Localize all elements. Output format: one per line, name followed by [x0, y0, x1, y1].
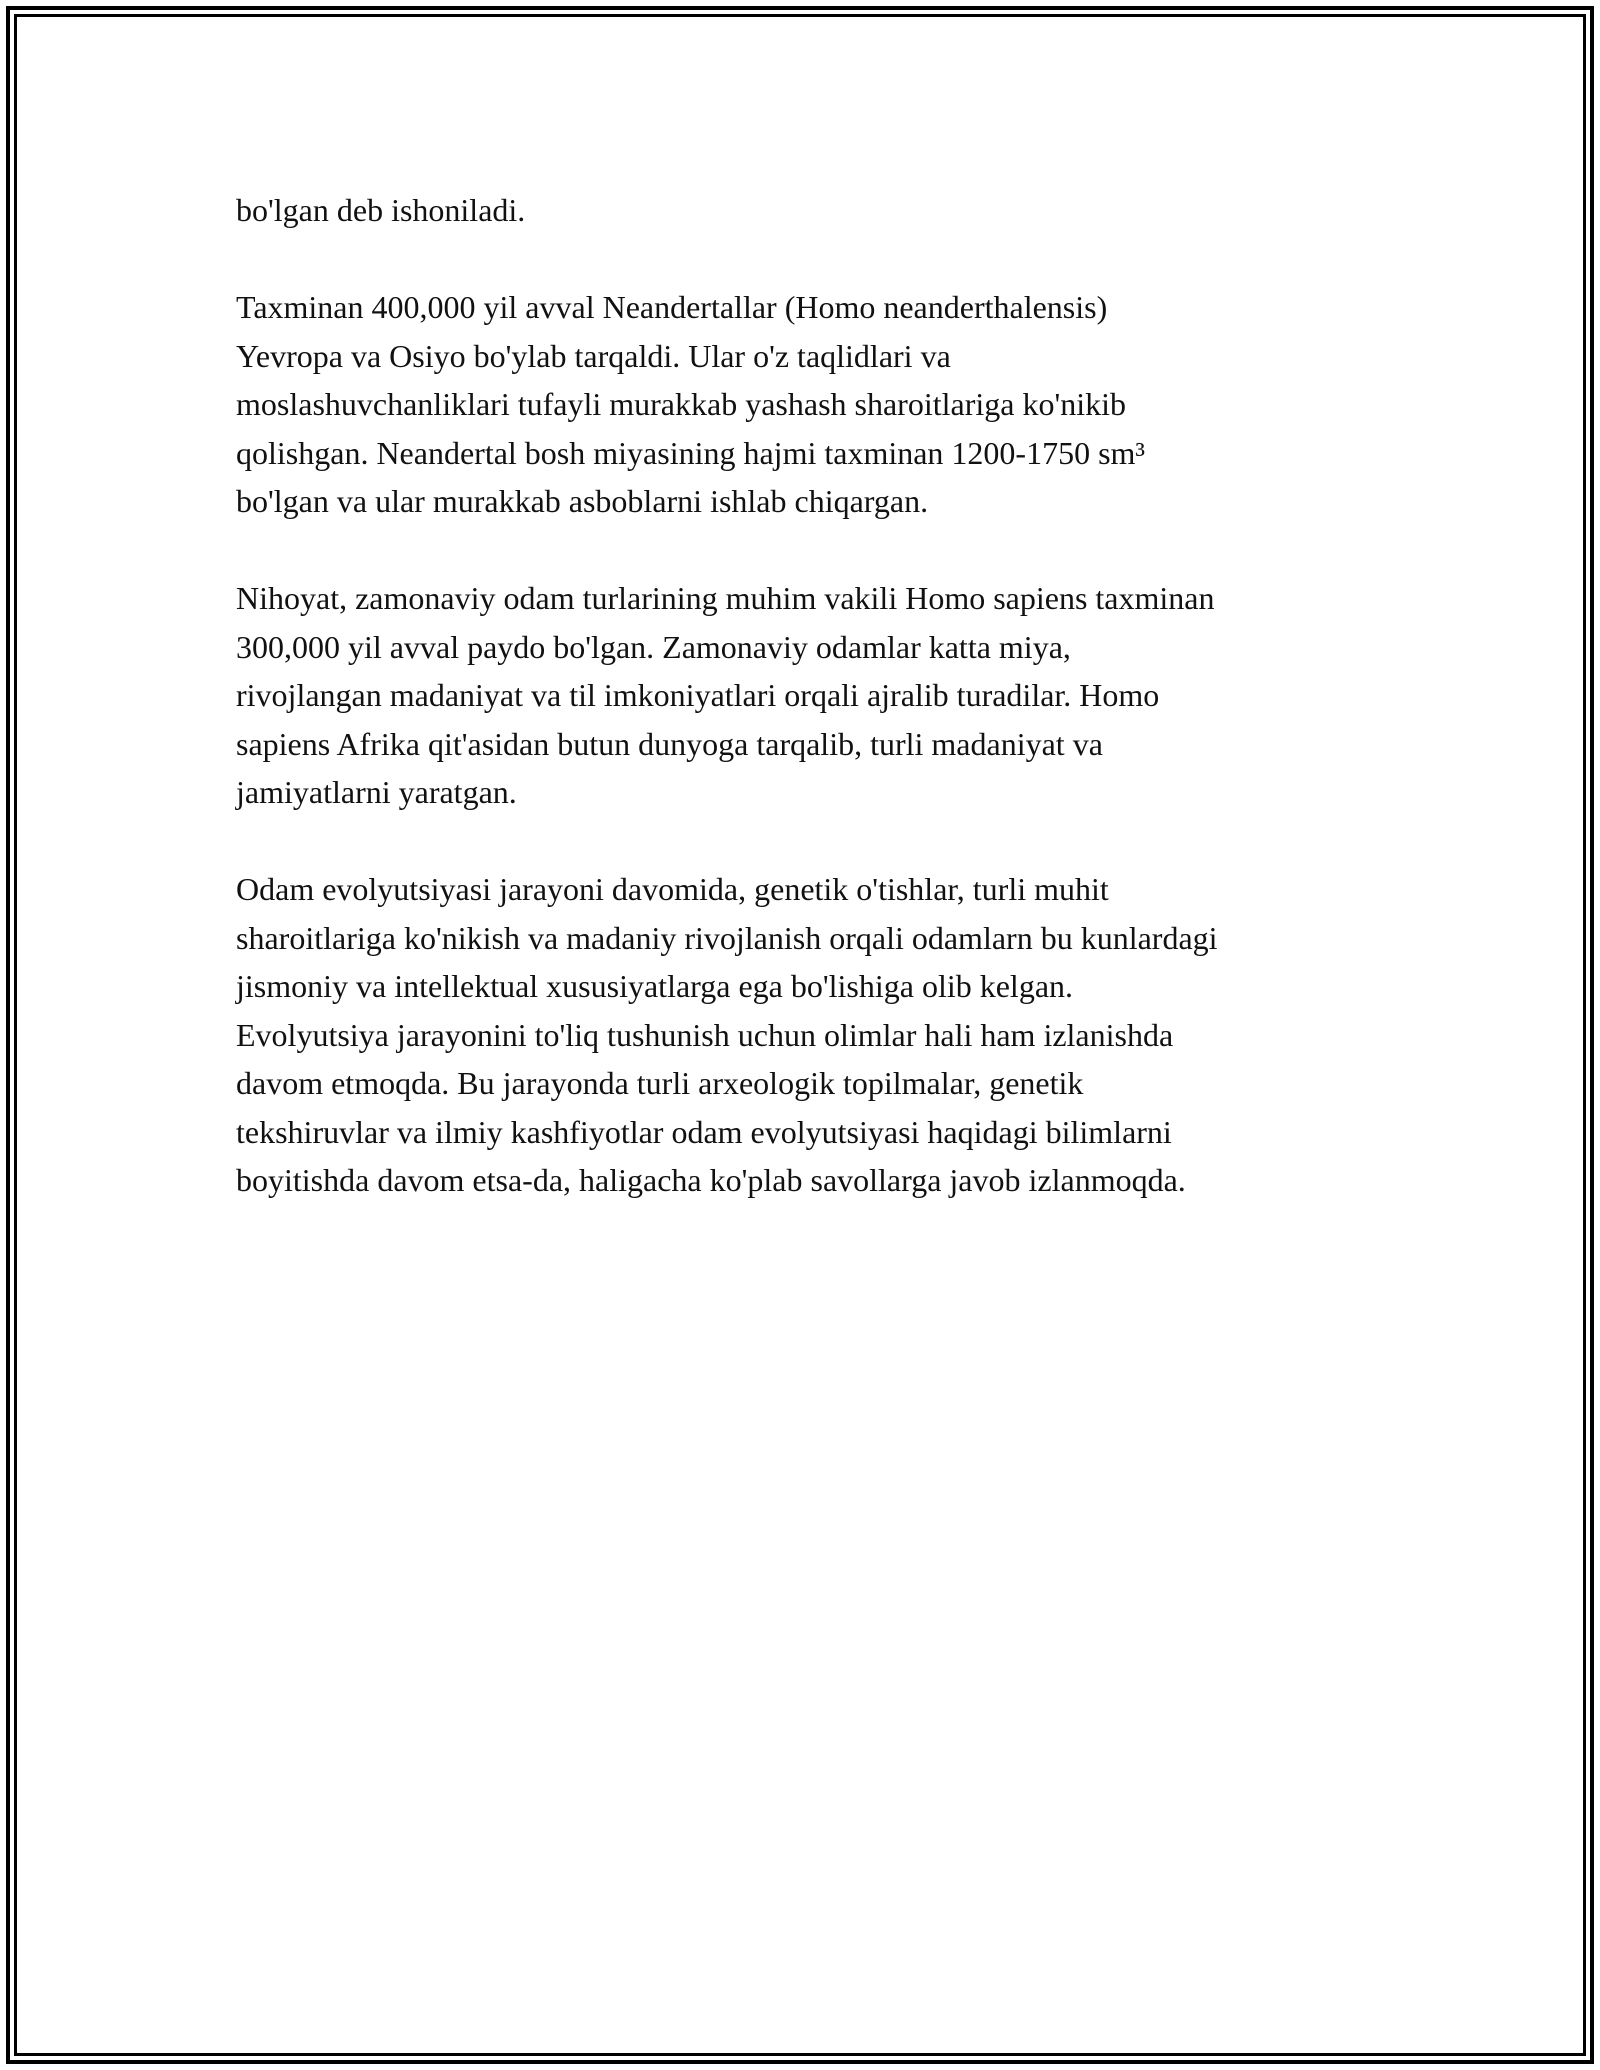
paragraph-neanderthals: Taxminan 400,000 yil avval Neandertallar (Homo neanderthalensis) Yevropa va Osiyo bo'ylab tarqaldi. Ular o'z taqlidlari va moslashuvchanliklari tufayli murakkab yashash sharoitlariga ko'nikib qolishgan. Neandertal bosh miyasining hajmi taxminan 1200-1750 sm³ bo'lgan va ular murakkab asboblarni ishlab chiqargan.	[236, 289, 1146, 519]
paragraph-continuation: bo'lgan deb ishoniladi.	[236, 192, 526, 228]
document-body	[236, 186, 1416, 1253]
paragraph-evolution-summary: Odam evolyutsiyasi jarayoni davomida, genetik o'tishlar, turli muhit sharoitlariga ko'nikish va madaniy rivojlanish orqali odamlarn bu kunlardagi jismoniy va intellektual xususiyatlarga ega bo'lishiga olib kelgan. Evolyutsiya jarayonini to'liq tushunish uchun olimlar hali ham izlanishda davom etmoqda. Bu jarayonda turli arxeologik topilmalar, genetik tekshiruvlar va ilmiy kashfiyotlar odam evolyutsiyasi haqidagi bilimlarni boyitishda davom etsa-da, haligacha ko'plab savollarga javob izlanmoqda.	[236, 871, 1218, 1198]
paragraph-homo-sapiens: Nihoyat, zamonaviy odam turlarining muhim vakili Homo sapiens taxminan 300,000 yil avval paydo bo'lgan. Zamonaviy odamlar katta miya, rivojlangan madaniyat va til imkoniyatlari orqali ajralib turadilar. Homo sapiens Afrika qit'asidan butun dunyoga tarqalib, turli madaniyat va jamiyatlarni yaratgan.	[236, 580, 1215, 810]
